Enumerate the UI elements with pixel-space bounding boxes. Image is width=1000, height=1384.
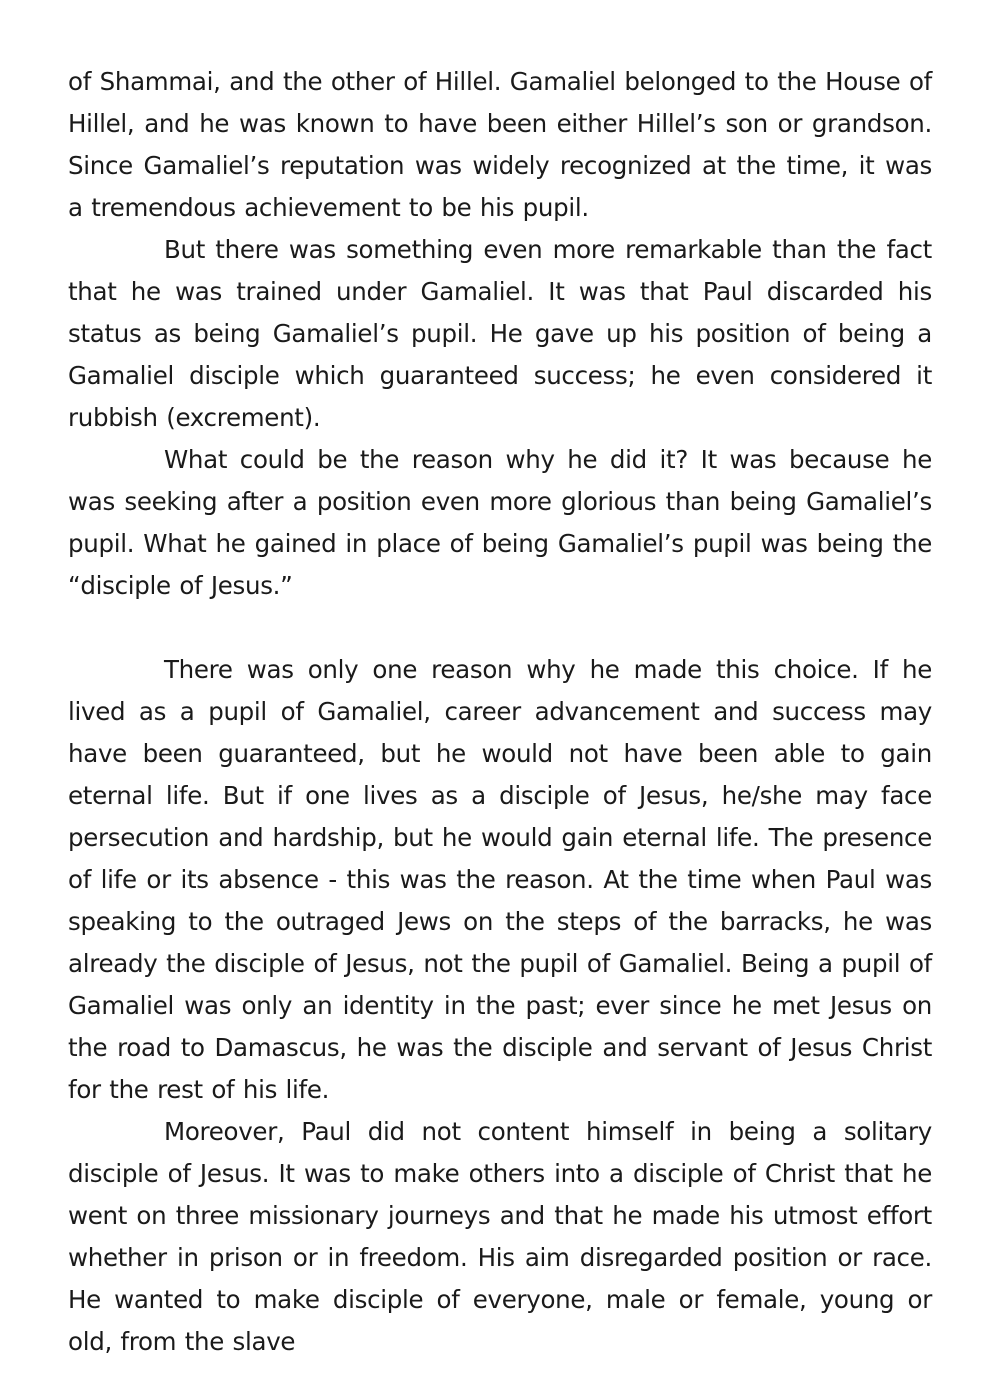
paragraph-3: What could be the reason why he did it? It was because he was seeking after a position even more glorious than being Gamaliel’s pupil. What he gained in place of being Gamaliel’s pupil was being the “disciple of Jesus.”: [68, 445, 932, 600]
paragraph-5: Moreover, Paul did not content himself in being a solitary disciple of Jesus. It was to make others into a disciple of Christ that he went on three missionary journeys and that he made his utmost effort whether in prison or in freedom. His aim disregarded position or race. He wanted to make disciple of everyone, male or female, young or old, from the slave: [68, 1117, 932, 1356]
paragraph-2: But there was something even more remarkable than the fact that he was trained under Gamaliel. It was that Paul discarded his status as being Gamaliel’s pupil. He gave up his position of being a Gamaliel disciple which guaranteed success; he even considered it rubbish (excrement).: [68, 235, 932, 432]
document-body: [68, 61, 932, 1363]
paragraph-1: of Shammai, and the other of Hillel. Gamaliel belonged to the House of Hillel, and he was known to have been either Hillel’s son or grandson. Since Gamaliel’s reputation was widely recognized at the time, it was a tremendous achievement to be his pupil.: [68, 67, 932, 222]
paragraph-4: There was only one reason why he made this choice. If he lived as a pupil of Gamaliel, career advancement and success may have been guaranteed, but he would not have been able to gain eternal life. But if one lives as a disciple of Jesus, he/she may face persecution and hardship, but he would gain eternal life. The presence of life or its absence - this was the reason. At the time when Paul was speaking to the outraged Jews on the steps of the barracks, he was already the disciple of Jesus, not the pupil of Gamaliel. Being a pupil of Gamaliel was only an identity in the past; ever since he met Jesus on the road to Damascus, he was the disciple and servant of Jesus Christ for the rest of his life.: [68, 655, 932, 1104]
